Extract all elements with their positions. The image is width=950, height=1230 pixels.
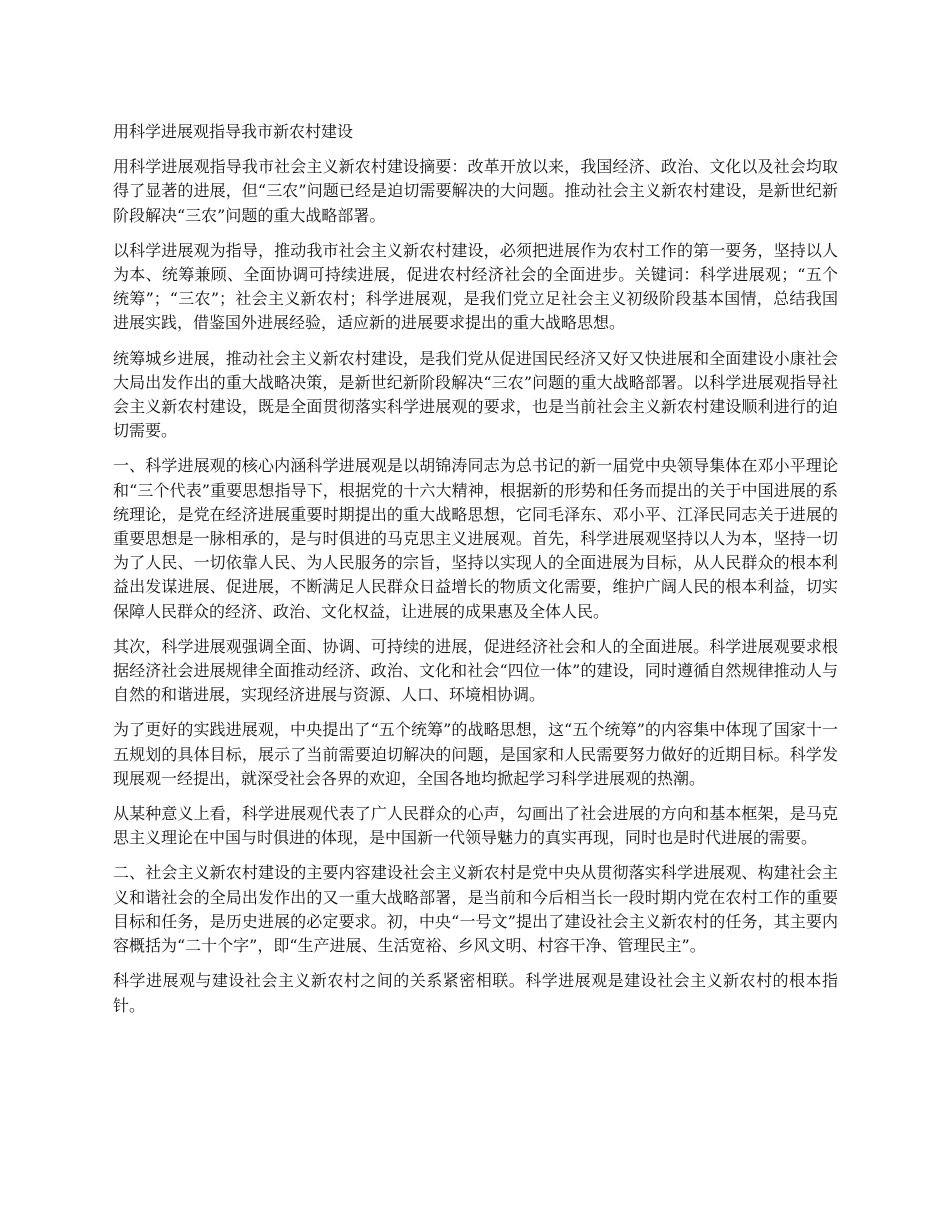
paragraph-five-coordinations: 为了更好的实践进展观，中央提出了“五个统筹”的战略思想，这“五个统筹”的内容集中体现了国家十一五规划的具体目标，展示了当前需要迫切解决的问题，是国家和人民需要努力做好的近期目标。科学发现展观一经提出，就深受社会各界的欢迎，全国各地均掀起学习科学进展观的热潮。 bbox=[113, 720, 838, 788]
paragraph-significance: 从某种意义上看，科学进展观代表了广人民群众的心声，勾画出了社会进展的方向和基本框架，是马克思主义理论在中国与时俱进的体现，是中国新一代领导魅力的真实再现，同时也是时代进展的需要。 bbox=[113, 804, 838, 848]
paragraph-urban-rural: 统筹城乡进展，推动社会主义新农村建设，是我们党从促进国民经济又好又快进展和全面建设小康社会大局出发作出的重大战略决策，是新世纪新阶段解决“三农”问题的重大战略部署。以科学进展观指导社会主义新农村建设，既是全面贯彻落实科学进展观的要求，也是当前社会主义新农村建设顺利进行的迫切需要。 bbox=[113, 348, 838, 441]
paragraph-keywords: 以科学进展观为指导，推动我市社会主义新农村建设，必须把进展作为农村工作的第一要务，坚持以人为本、统筹兼顾、全面协调可持续进展，促进农村经济社会的全面进步。关键词：科学进展观；“五个统筹”；“三农”；社会主义新农村；科学进展观，是我们党立足社会主义初级阶段基本国情，总结我国进展实践，借鉴国外进展经验，适应新的进展要求提出的重大战略思想。 bbox=[113, 240, 838, 333]
document-title: 用科学进展观指导我市新农村建设 bbox=[113, 122, 354, 141]
paragraph-abstract: 用科学进展观指导我市社会主义新农村建设摘要：改革开放以来，我国经济、政治、文化以及社会均取得了显著的进展，但“三农”问题已经是迫切需要解决的大问题。推动社会主义新农村建设，是新世纪新阶段解决“三农”问题的重大战略部署。 bbox=[113, 157, 838, 225]
paragraph-section-two: 二、社会主义新农村建设的主要内容建设社会主义新农村是党中央从贯彻落实科学进展观、构建社会主义和谐社会的全局出发作出的又一重大战略部署，是当前和今后相当长一段时期内党在农村工作的重要目标和任务，是历史进展的必定要求。初，中央“一号文”提出了建设社会主义新农村的任务，其主要内容概括为“二十个字”，即“生产进展、生活宽裕、乡风文明、村容干净、管理民主”。 bbox=[113, 863, 838, 956]
paragraph-section-one: 一、科学进展观的核心内涵科学进展观是以胡锦涛同志为总书记的新一届党中央领导集体在邓小平理论和“三个代表”重要思想指导下，根据党的十六大精神，根据新的形势和任务而提出的关于中国进展的系统理论，是党在经济进展重要时期提出的重大战略思想，它同毛泽东、邓小平、江泽民同志关于进展的重要思想是一脉相承的，是与时俱进的马克思主义进展观。首先，科学进展观坚持以人为本，坚持一切为了人民、一切依靠人民、为人民服务的宗旨，坚持以实现人的全面进展为目标，从人民群众的根本利益出发谋进展、促进展，不断满足人民群众日益增长的物质文化需要，维护广阔人民的根本利益，切实保障人民群众的经济、政治、文化权益，让进展的成果惠及全体人民。 bbox=[113, 456, 838, 621]
paragraph-relationship: 科学进展观与建设社会主义新农村之间的关系紧密相联。科学进展观是建设社会主义新农村的根本指针。 bbox=[113, 971, 838, 1015]
paragraph-comprehensive-development: 其次，科学进展观强调全面、协调、可持续的进展，促进经济社会和人的全面进展。科学进展观要求根据经济社会进展规律全面推动经济、政治、文化和社会“四位一体”的建设，同时遵循自然规律推动人与自然的和谐进展，实现经济进展与资源、人口、环境相协调。 bbox=[113, 636, 838, 705]
document-page bbox=[113, 120, 838, 1029]
